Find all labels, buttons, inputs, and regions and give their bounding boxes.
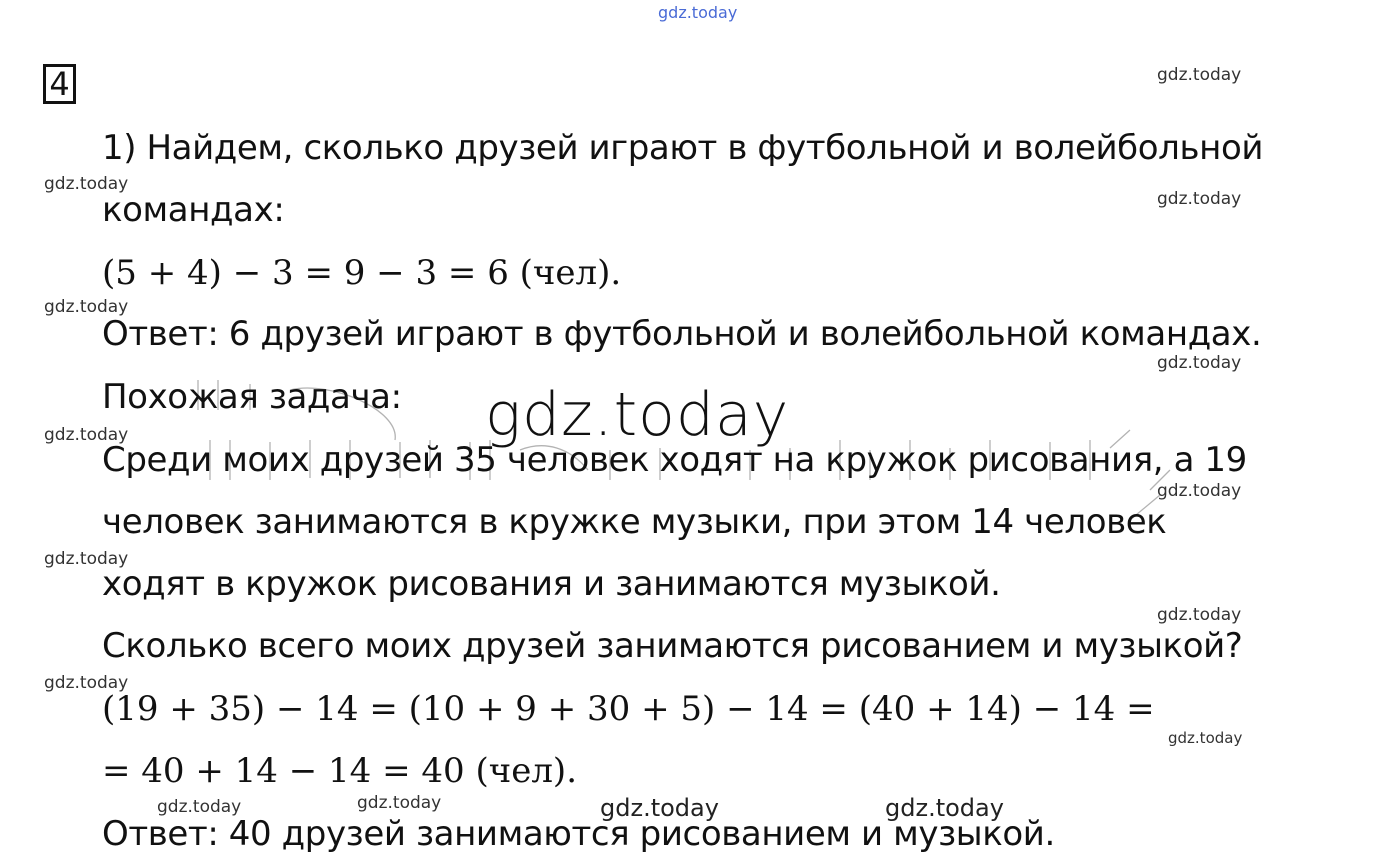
watermark-right: gdz.today xyxy=(1157,353,1242,373)
watermark-left: gdz.today xyxy=(44,549,129,569)
watermark-right-small: gdz.today xyxy=(1168,729,1243,747)
problem-line: человек занимаются в кружке музыки, при этом 14 человек xyxy=(102,502,1167,542)
watermark-big: gdz.today xyxy=(485,380,790,450)
watermark-left: gdz.today xyxy=(44,425,129,445)
watermark-left: gdz.today xyxy=(44,174,129,194)
watermark-bottom-medium: gdz.today xyxy=(885,794,1004,822)
watermark-right: gdz.today xyxy=(1157,605,1242,625)
watermark-top: gdz.today xyxy=(658,3,738,22)
watermark-left: gdz.today xyxy=(44,297,129,317)
watermark-right: gdz.today xyxy=(1157,189,1242,209)
equation-line: (19 + 35) − 14 = (10 + 9 + 30 + 5) − 14 = (40 + 14) − 14 = xyxy=(102,689,1155,729)
watermark-left: gdz.today xyxy=(44,673,129,693)
task-number: 4 xyxy=(43,64,76,104)
solution-line: 1) Найдем, сколько друзей играют в футбольной и волейбольной xyxy=(102,128,1264,168)
answer-line: Ответ: 6 друзей играют в футбольной и волейбольной командах. xyxy=(102,314,1262,354)
watermark-right: gdz.today xyxy=(1157,481,1242,501)
watermark-right: gdz.today xyxy=(1157,65,1242,85)
watermark-bottom: gdz.today xyxy=(157,797,242,817)
problem-line: ходят в кружок рисования и занимаются музыкой. xyxy=(102,564,1001,604)
solution-line: командах: xyxy=(102,190,285,230)
answer-line: Ответ: 40 друзей занимаются рисованием и музыкой. xyxy=(102,814,1055,854)
equation-line: (5 + 4) − 3 = 9 − 3 = 6 (чел). xyxy=(102,253,622,293)
question-line: Сколько всего моих друзей занимаются рисованием и музыкой? xyxy=(102,626,1243,666)
similar-task-heading: Похожая задача: xyxy=(102,377,402,417)
problem-line: Среди моих друзей 35 человек ходят на кружок рисования, а 19 xyxy=(102,440,1247,480)
equation-line: = 40 + 14 − 14 = 40 (чел). xyxy=(102,751,578,791)
watermark-bottom: gdz.today xyxy=(357,793,442,813)
watermark-bottom-medium: gdz.today xyxy=(600,794,719,822)
